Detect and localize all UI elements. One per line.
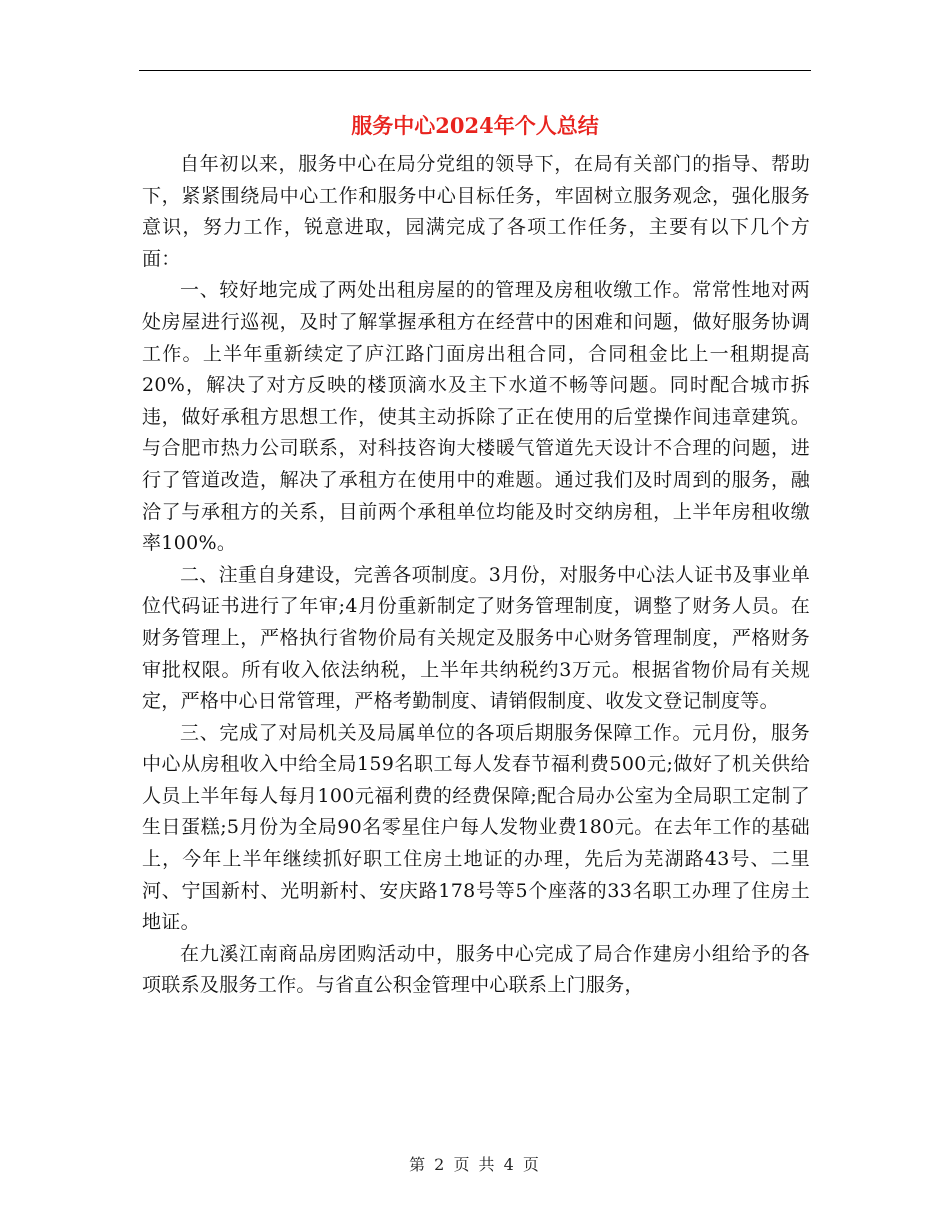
paragraph-section-1: 一、较好地完成了两处出租房屋的的管理及房租收缴工作。常常性地对两处房屋进行巡视，及时了解掌握承租方在经营中的困难和问题，做好服务协调工作。上半年重新续定了庐江路门面房出租合同，合同租金比上一租期提高20%，解决了对方反映的楼顶滴水及主下水道不畅等问题。同时配合城市拆违，做好承租方思想工作，使其主动拆除了正在使用的后堂操作间违章建筑。与合肥市热力公司联系，对科技咨询大楼暖气管道先天设计不合理的问题，进行了管道改造，解决了承租方在使用中的难题。通过我们及时周到的服务，融洽了与承租方的关系，目前两个承租单位均能及时交纳房租，上半年房租收缴率100%。 [142, 279, 810, 555]
document-title: 服务中心2024年个人总结 [351, 113, 599, 138]
paragraph-intro: 自年初以来，服务中心在局分党组的领导下，在局有关部门的指导、帮助下，紧紧围绕局中心工作和服务中心目标任务，牢固树立服务观念，强化服务意识，努力工作，锐意进取，园满完成了各项工作任务，主要有以下几个方面： [142, 153, 810, 270]
paragraph-section-2: 二、注重自身建设，完善各项制度。3月份，对服务中心法人证书及事业单位代码证书进行了年审;4月份重新制定了财务管理制度，调整了财务人员。在财务管理上，严格执行省物价局有关规定及服务中心财务管理制度，严格财务审批权限。所有收入依法纳税，上半年共纳税约3万元。根据省物价局有关规定，严格中心日常管理，严格考勤制度、请销假制度、收发文登记制度等。 [142, 563, 810, 713]
header-rule [139, 70, 811, 71]
paragraph-section-3: 三、完成了对局机关及局属单位的各项后期服务保障工作。元月份，服务中心从房租收入中给全局159名职工每人发春节福利费500元;做好了机关供给人员上半年每人每月100元福利费的经费保障;配合局办公室为全局职工定制了生日蛋糕;5月份为全局90名零星住户每人发物业费180元。在去年工作的基础上，今年上半年继续抓好职工住房土地证的办理，先后为芜湖路43号、二里河、宁国新村、光明新村、安庆路178号等5个座落的33名职工办理了住房土地证。 [142, 721, 810, 934]
document-body [142, 149, 810, 1002]
page-number: 第 2 页 共 4 页 [409, 1155, 541, 1174]
paragraph-group-purchase: 在九溪江南商品房团购活动中，服务中心完成了局合作建房小组给予的各项联系及服务工作。与省直公积金管理中心联系上门服务， [142, 942, 810, 997]
